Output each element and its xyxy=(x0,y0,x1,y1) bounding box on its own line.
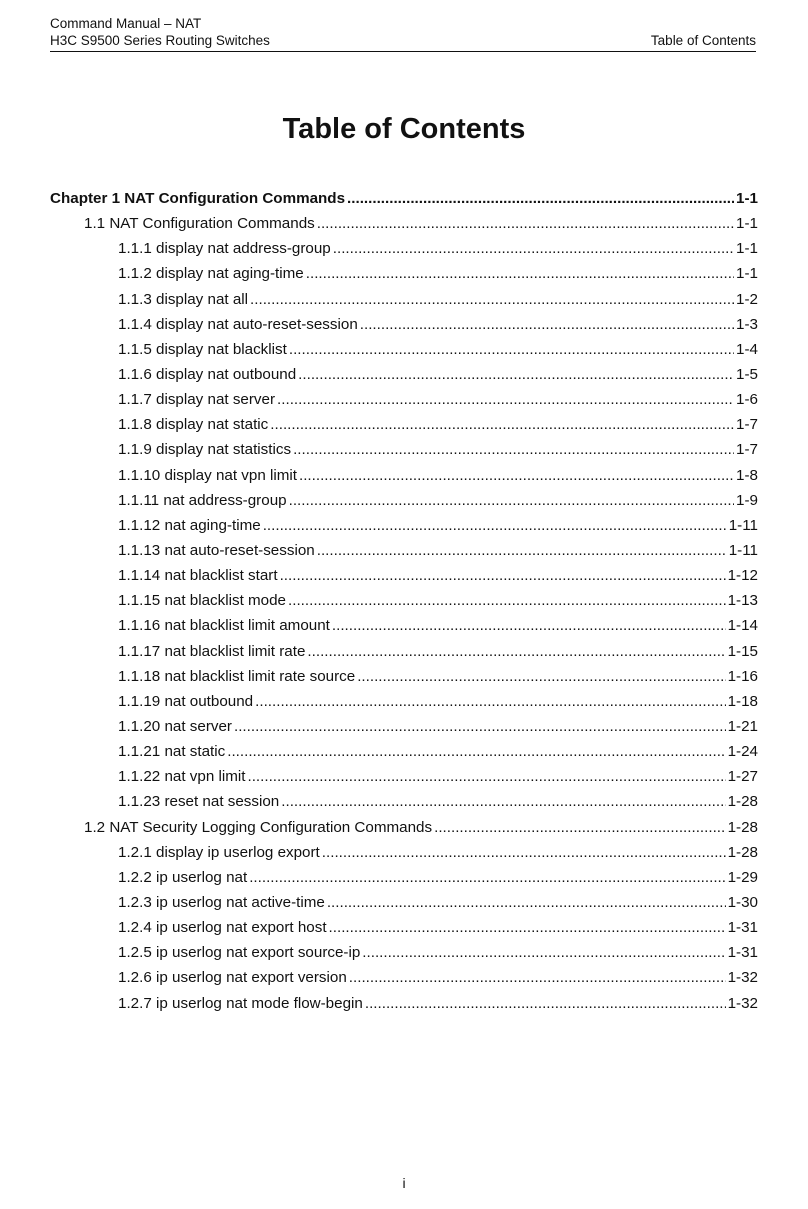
toc-entry[interactable] xyxy=(50,341,758,366)
toc-entry-label: 1.1.10 display nat vpn limit xyxy=(118,466,297,484)
toc-entry-label: 1.1.21 nat static xyxy=(118,743,226,761)
toc-entry[interactable] xyxy=(50,542,758,567)
toc-entry[interactable] xyxy=(50,718,758,743)
toc-entry[interactable] xyxy=(50,291,758,316)
toc-entry[interactable] xyxy=(50,819,758,844)
toc-entry-page: 1-13 xyxy=(727,592,758,610)
toc-entry[interactable] xyxy=(50,416,758,441)
toc-entry-page: 1-24 xyxy=(727,743,758,761)
toc-dot-leader xyxy=(250,291,734,308)
toc-entry-page: 1-32 xyxy=(727,994,758,1012)
toc-dot-leader xyxy=(277,391,734,408)
toc-dot-leader xyxy=(333,240,734,257)
toc-entry[interactable] xyxy=(50,768,758,793)
toc-dot-leader xyxy=(299,467,734,484)
toc-entry-page: 1-5 xyxy=(736,365,758,383)
toc-entry[interactable] xyxy=(50,215,758,240)
toc-entry[interactable] xyxy=(50,617,758,642)
toc-entry-page: 1-21 xyxy=(727,717,758,735)
toc-entry-page: 1-15 xyxy=(727,642,758,660)
toc-entry[interactable] xyxy=(50,668,758,693)
toc-dot-leader xyxy=(227,743,725,760)
toc-entry-page: 1-7 xyxy=(736,441,758,459)
toc-entry-page: 1-1 xyxy=(736,240,758,258)
toc-entry-label: 1.1.23 reset nat session xyxy=(118,793,280,811)
header-product: H3C S9500 Series Routing Switches xyxy=(50,33,270,48)
toc-dot-leader xyxy=(298,366,734,383)
toc-entry-label: 1.1.18 nat blacklist limit rate source xyxy=(118,667,356,685)
toc-entry-label: 1.1.9 display nat statistics xyxy=(118,441,292,459)
toc-entry[interactable] xyxy=(50,869,758,894)
toc-entry-label: 1.1.5 display nat blacklist xyxy=(118,340,287,358)
page-header xyxy=(50,15,756,49)
toc-dot-leader xyxy=(306,265,734,282)
toc-entry-label: 1.1.2 display nat aging-time xyxy=(118,265,304,283)
toc-entry-page: 1-6 xyxy=(736,391,758,409)
toc-entry-page: 1-12 xyxy=(727,567,758,585)
toc-entry-page: 1-3 xyxy=(736,315,758,333)
toc-entry-label: 1.2.1 display ip userlog export xyxy=(118,843,320,861)
toc-entry-page: 1-31 xyxy=(727,919,758,937)
toc-entry-label: 1.1.1 display nat address-group xyxy=(118,240,331,258)
header-row xyxy=(50,32,756,49)
toc-entry[interactable] xyxy=(50,643,758,668)
toc-entry-label: 1.1.22 nat vpn limit xyxy=(118,768,246,786)
toc-entry[interactable] xyxy=(50,517,758,542)
toc-entry-page: 1-31 xyxy=(727,944,758,962)
toc-entry-label: 1.2.3 ip userlog nat active-time xyxy=(118,893,325,911)
toc-entry[interactable] xyxy=(50,743,758,768)
toc-entry-page: 1-4 xyxy=(736,340,758,358)
toc-entry-page: 1-14 xyxy=(727,617,758,635)
toc-entry[interactable] xyxy=(50,592,758,617)
toc-dot-leader xyxy=(347,190,734,207)
toc-entry-page: 1-18 xyxy=(727,692,758,710)
toc-entry[interactable] xyxy=(50,316,758,341)
toc-entry-page: 1-2 xyxy=(736,290,758,308)
toc-entry[interactable] xyxy=(50,969,758,994)
toc-entry-label: 1.2.2 ip userlog nat xyxy=(118,868,248,886)
toc-entry-label: 1.2.6 ip userlog nat export version xyxy=(118,969,347,987)
toc-entry-page: 1-28 xyxy=(727,793,758,811)
toc-entry-label: 1.1 NAT Configuration Commands xyxy=(84,215,315,233)
toc-entry[interactable] xyxy=(50,995,758,1020)
toc-dot-leader xyxy=(360,316,734,333)
toc-dot-leader xyxy=(362,944,725,961)
header-divider xyxy=(50,51,756,52)
toc-entry-label: 1.1.15 nat blacklist mode xyxy=(118,592,287,610)
toc-entry-label: 1.1.11 nat address-group xyxy=(118,491,287,509)
toc-entry-page: 1-16 xyxy=(727,667,758,685)
toc-entry-page: 1-32 xyxy=(727,969,758,987)
toc-entry-page: 1-1 xyxy=(736,265,758,283)
header-manual-title: Command Manual – NAT xyxy=(50,16,202,31)
toc-entry[interactable] xyxy=(50,265,758,290)
toc-dot-leader xyxy=(317,215,734,232)
toc-dot-leader xyxy=(289,492,734,509)
toc-dot-leader xyxy=(281,793,725,810)
toc-entry-label: 1.1.12 nat aging-time xyxy=(118,516,261,534)
toc-dot-leader xyxy=(270,416,734,433)
toc-entry-label: 1.1.13 nat auto-reset-session xyxy=(118,541,315,559)
table-of-contents xyxy=(50,190,758,1020)
page-number: i xyxy=(402,1175,406,1191)
toc-entry-label: 1.1.6 display nat outbound xyxy=(118,365,297,383)
toc-entry-page: 1-1 xyxy=(736,215,758,233)
toc-entry[interactable] xyxy=(50,919,758,944)
toc-entry-page: 1-11 xyxy=(728,516,758,534)
toc-entry[interactable] xyxy=(50,793,758,818)
toc-entry-label: 1.2.7 ip userlog nat mode flow-begin xyxy=(118,994,363,1012)
toc-entry-page: 1-27 xyxy=(727,768,758,786)
toc-dot-leader xyxy=(288,592,726,609)
toc-entry[interactable] xyxy=(50,391,758,416)
toc-entry[interactable] xyxy=(50,693,758,718)
toc-dot-leader xyxy=(357,668,725,685)
toc-dot-leader xyxy=(365,995,726,1012)
toc-entry-page: 1-28 xyxy=(727,818,758,836)
toc-entry-label: 1.1.19 nat outbound xyxy=(118,692,254,710)
toc-dot-leader xyxy=(293,441,734,458)
toc-entry[interactable] xyxy=(50,240,758,265)
toc-entry-page: 1-28 xyxy=(727,843,758,861)
toc-dot-leader xyxy=(263,517,727,534)
toc-entry-page: 1-8 xyxy=(736,466,758,484)
toc-dot-leader xyxy=(332,617,726,634)
toc-entry[interactable] xyxy=(50,190,758,215)
toc-entry[interactable] xyxy=(50,366,758,391)
toc-entry-label: 1.1.17 nat blacklist limit rate xyxy=(118,642,306,660)
toc-entry-label: Chapter 1 NAT Configuration Commands xyxy=(50,190,346,207)
toc-dot-leader xyxy=(280,567,726,584)
toc-entry[interactable] xyxy=(50,894,758,919)
toc-entry[interactable] xyxy=(50,844,758,869)
toc-dot-leader xyxy=(434,819,726,836)
toc-entry-label: 1.1.20 nat server xyxy=(118,717,232,735)
toc-entry-label: 1.1.4 display nat auto-reset-session xyxy=(118,315,358,333)
toc-entry-page: 1-7 xyxy=(736,416,758,434)
toc-dot-leader xyxy=(249,869,725,886)
toc-entry-label: 1.1.14 nat blacklist start xyxy=(118,567,278,585)
toc-entry-page: 1-11 xyxy=(728,541,758,559)
toc-entry-label: 1.1.16 nat blacklist limit amount xyxy=(118,617,330,635)
toc-entry[interactable] xyxy=(50,567,758,592)
header-section: Table of Contents xyxy=(650,33,756,48)
toc-entry-label: 1.1.8 display nat static xyxy=(118,416,269,434)
toc-dot-leader xyxy=(327,894,726,911)
toc-dot-leader xyxy=(317,542,727,559)
toc-entry-label: 1.2 NAT Security Logging Configuration Commands xyxy=(84,818,433,836)
toc-entry-label: 1.2.4 ip userlog nat export host xyxy=(118,919,327,937)
toc-entry-label: 1.1.3 display nat all xyxy=(118,290,249,308)
toc-entry[interactable] xyxy=(50,492,758,517)
toc-dot-leader xyxy=(307,643,725,660)
toc-entry[interactable] xyxy=(50,467,758,492)
toc-dot-leader xyxy=(329,919,726,936)
toc-dot-leader xyxy=(349,969,726,986)
toc-entry-page: 1-29 xyxy=(727,868,758,886)
toc-dot-leader xyxy=(255,693,725,710)
toc-entry[interactable] xyxy=(50,441,758,466)
toc-dot-leader xyxy=(289,341,734,358)
toc-entry-page: 1-1 xyxy=(736,190,758,207)
toc-entry-label: 1.2.5 ip userlog nat export source-ip xyxy=(118,944,361,962)
page-title: Table of Contents xyxy=(282,113,526,145)
toc-entry-page: 1-30 xyxy=(727,893,758,911)
toc-entry[interactable] xyxy=(50,944,758,969)
toc-dot-leader xyxy=(247,768,725,785)
toc-entry-page: 1-9 xyxy=(736,491,758,509)
toc-dot-leader xyxy=(322,844,726,861)
toc-dot-leader xyxy=(234,718,726,735)
toc-entry-label: 1.1.7 display nat server xyxy=(118,391,276,409)
